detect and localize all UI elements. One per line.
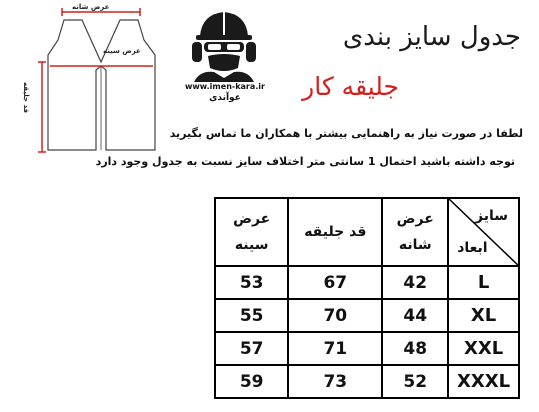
header-shoulder-line2: شانه — [398, 237, 432, 253]
table-row — [215, 365, 519, 398]
cell-size: XL — [448, 299, 519, 332]
cell-length: 70 — [288, 299, 382, 332]
cell-shoulder: 42 — [382, 266, 448, 299]
cell-size: L — [448, 266, 519, 299]
header-length-label: قد جلیقه — [304, 224, 367, 240]
worker-helmet-icon — [178, 6, 268, 86]
vest-length-label: قد جلیقه — [22, 82, 30, 114]
header-shoulder-line1: عرض — [396, 211, 434, 227]
chest-width-label: عرض سینه — [103, 47, 141, 55]
cell-chest: 53 — [215, 266, 288, 299]
table-row — [215, 266, 519, 299]
header-size-label: سایز — [475, 208, 508, 224]
cell-chest: 55 — [215, 299, 288, 332]
header-size-dimension — [448, 198, 519, 266]
table-header-row — [215, 198, 519, 266]
logo-name: عوآندی — [209, 93, 241, 103]
cell-chest: 59 — [215, 365, 288, 398]
cell-chest: 57 — [215, 332, 288, 365]
cell-shoulder: 48 — [382, 332, 448, 365]
cell-length: 73 — [288, 365, 382, 398]
table-row — [215, 299, 519, 332]
header-vest-length — [288, 198, 382, 266]
cell-shoulder: 52 — [382, 365, 448, 398]
header-chest-line1: عرض — [233, 211, 271, 227]
size-table — [214, 197, 520, 399]
logo-url: www.imen-kara.ir — [184, 82, 265, 91]
help-note: لطفا در صورت نیاز به راهنمایی بیشتر با همکاران ما تماس بگیرید — [169, 127, 523, 140]
table-row — [215, 332, 519, 365]
cell-length: 67 — [288, 266, 382, 299]
cell-length: 71 — [288, 332, 382, 365]
header-chest-line2: سینه — [234, 237, 269, 253]
tolerance-note: توجه داشته باشید احتمال 1 سانتی متر اختلاف سایز نسبت به جدول وجود دارد — [95, 155, 515, 168]
header-shoulder-width — [382, 198, 448, 266]
header-chest-width — [215, 198, 288, 266]
page-title: جدول سایز بندی — [342, 22, 521, 52]
cell-size: XXL — [448, 332, 519, 365]
product-title: جلیقه کار — [302, 72, 399, 101]
header-dimension-label: ابعاد — [457, 240, 488, 256]
cell-size: XXXL — [448, 365, 519, 398]
cell-shoulder: 44 — [382, 299, 448, 332]
shoulder-width-label: عرض شانه — [72, 3, 110, 11]
vest-diagram — [0, 0, 175, 170]
